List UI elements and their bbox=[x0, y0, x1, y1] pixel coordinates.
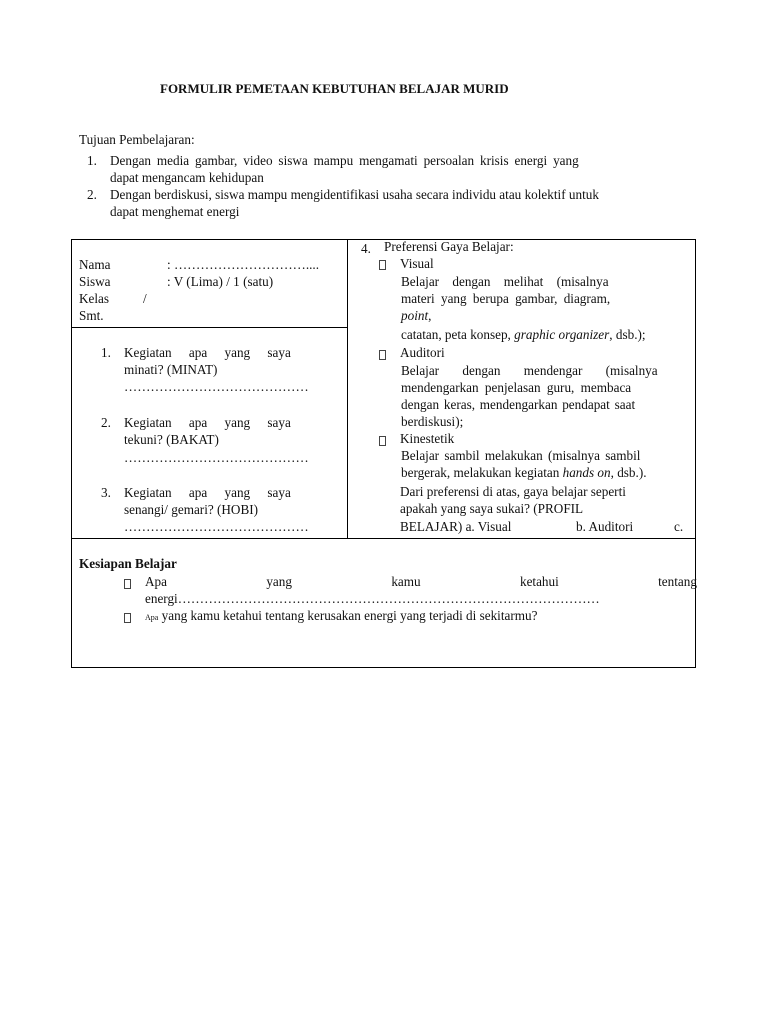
tujuan-item-1-line2: dapat mengancam kehidupan bbox=[110, 170, 264, 185]
kesiapan-q1-line1 bbox=[145, 573, 697, 590]
auditori-line-1: Belajar dengan mendengar (misalnya bbox=[401, 363, 658, 378]
visual-name: Visual bbox=[400, 256, 434, 271]
kesiapan-q2-bullet-icon bbox=[124, 609, 131, 626]
question-1-num: 1. bbox=[101, 345, 111, 360]
auditori-line-4: berdiskusi); bbox=[401, 414, 464, 429]
visual-point-comma: , bbox=[428, 308, 432, 323]
nama-field[interactable]: : ………………………….... bbox=[167, 257, 320, 272]
kesiapan-q2-text: yang kamu ketahui tentang kerusakan energi yang terjadi di sekitarmu? bbox=[158, 608, 538, 623]
tujuan-item-2-line1: Dengan berdiskusi, siswa mampu mengidentifikasi usaha secara individu atau kolektif untuk bbox=[110, 187, 599, 202]
kesiapan-q1-word-3: kamu bbox=[391, 574, 421, 589]
auditori-bullet-icon bbox=[379, 346, 386, 363]
auditori-name: Auditori bbox=[400, 345, 445, 360]
auditori-line-3: dengan keras, mendengarkan pendapat saat bbox=[401, 397, 636, 412]
tujuan-item-2-line2: dapat menghemat energi bbox=[110, 204, 240, 219]
question-1-text: Kegiatan apa yang saya bbox=[124, 345, 291, 360]
siswa-label: Siswa bbox=[79, 274, 111, 289]
visual-l4-a: catatan, peta konsep, bbox=[401, 327, 515, 342]
kesiapan-q1-bullet-icon bbox=[124, 575, 131, 592]
profil-line-2: apakah yang saya sukai? (PROFIL bbox=[400, 501, 584, 516]
preferensi-num: 4. bbox=[361, 241, 371, 256]
question-1-line2: minati? (MINAT) bbox=[124, 362, 218, 377]
kesiapan-q1-line2[interactable]: energi…………………………………………………………………………………… bbox=[145, 591, 600, 606]
profil-line-1: Dari preferensi di atas, gaya belajar seperti bbox=[400, 484, 626, 499]
tujuan-label: Tujuan Pembelajaran: bbox=[79, 132, 195, 147]
kinestetik-line-1: Belajar sambil melakukan (misalnya sambil bbox=[401, 448, 641, 463]
siswa-value: : V (Lima) / 1 (satu) bbox=[167, 274, 274, 289]
kesiapan-q2-small: Apa bbox=[145, 613, 159, 622]
kinestetik-l2-c: , dsb.). bbox=[610, 465, 647, 480]
tujuan-item-1-num: 1. bbox=[87, 153, 97, 168]
kesiapan-q1-word-1: Apa bbox=[145, 574, 167, 589]
visual-line-3 bbox=[401, 307, 431, 324]
kelas-separator: / bbox=[143, 291, 147, 306]
question-2-num: 2. bbox=[101, 415, 111, 430]
section-divider bbox=[71, 538, 696, 539]
visual-line-4 bbox=[401, 326, 646, 343]
profil-option-b[interactable]: b. Auditori bbox=[576, 519, 634, 534]
kesiapan-q1-word-4: ketahui bbox=[519, 574, 559, 589]
nama-label: Nama bbox=[79, 257, 111, 272]
visual-bullet-icon bbox=[379, 256, 386, 273]
question-2-line2: tekuni? (BAKAT) bbox=[124, 432, 219, 447]
question-1-line1 bbox=[124, 344, 302, 361]
visual-line-2: materi yang berupa gambar, diagram, bbox=[401, 291, 611, 306]
smt-label: Smt. bbox=[79, 308, 104, 323]
profil-option-c[interactable]: c. bbox=[674, 519, 684, 534]
tujuan-item-1-line1 bbox=[110, 152, 674, 169]
question-2-answer[interactable]: …………………………………… bbox=[124, 450, 309, 465]
visual-point-italic: point bbox=[401, 308, 429, 323]
kinestetik-bullet-icon bbox=[379, 432, 386, 449]
kesiapan-q2 bbox=[145, 607, 537, 626]
question-3-line1 bbox=[124, 484, 291, 501]
question-3-line2: senangi/ gemari? (HOBI) bbox=[124, 502, 259, 517]
question-2-text: Kegiatan apa yang saya bbox=[124, 415, 291, 430]
kinestetik-l2-a: bergerak, melakukan kegiatan bbox=[401, 465, 563, 480]
tujuan-item-2-num: 2. bbox=[87, 187, 97, 202]
preferensi-label: Preferensi Gaya Belajar: bbox=[384, 239, 514, 254]
kinestetik-line-2 bbox=[401, 464, 647, 481]
kesiapan-q1-word-5: tentang bbox=[658, 574, 697, 589]
page-title: FORMULIR PEMETAAN KEBUTUHAN BELAJAR MURID bbox=[160, 81, 509, 96]
question-2-line1 bbox=[124, 414, 291, 431]
question-3-num: 3. bbox=[101, 485, 111, 500]
auditori-line-2: mendengarkan penjelasan guru, membaca bbox=[401, 380, 632, 395]
kesiapan-q1-word-2: yang bbox=[266, 574, 292, 589]
kinestetik-name: Kinestetik bbox=[400, 431, 455, 446]
visual-l4-italic: graphic organizer bbox=[514, 327, 610, 342]
kelas-label: Kelas bbox=[79, 291, 110, 306]
visual-l4-c: , dsb.); bbox=[609, 327, 646, 342]
profil-option-a[interactable]: BELAJAR) a. Visual bbox=[400, 519, 512, 534]
question-3-text: Kegiatan apa yang saya bbox=[124, 485, 291, 500]
visual-line-1: Belajar dengan melihat (misalnya bbox=[401, 274, 609, 289]
question-1-answer[interactable]: …………………………………… bbox=[124, 379, 309, 394]
question-3-answer[interactable]: …………………………………… bbox=[124, 519, 309, 534]
kinestetik-l2-italic: hands on bbox=[562, 465, 611, 480]
tujuan-item-1-text: Dengan media gambar, video siswa mampu mengamati persoalan krisis energi yang bbox=[110, 153, 579, 168]
kesiapan-label: Kesiapan Belajar bbox=[79, 556, 177, 571]
